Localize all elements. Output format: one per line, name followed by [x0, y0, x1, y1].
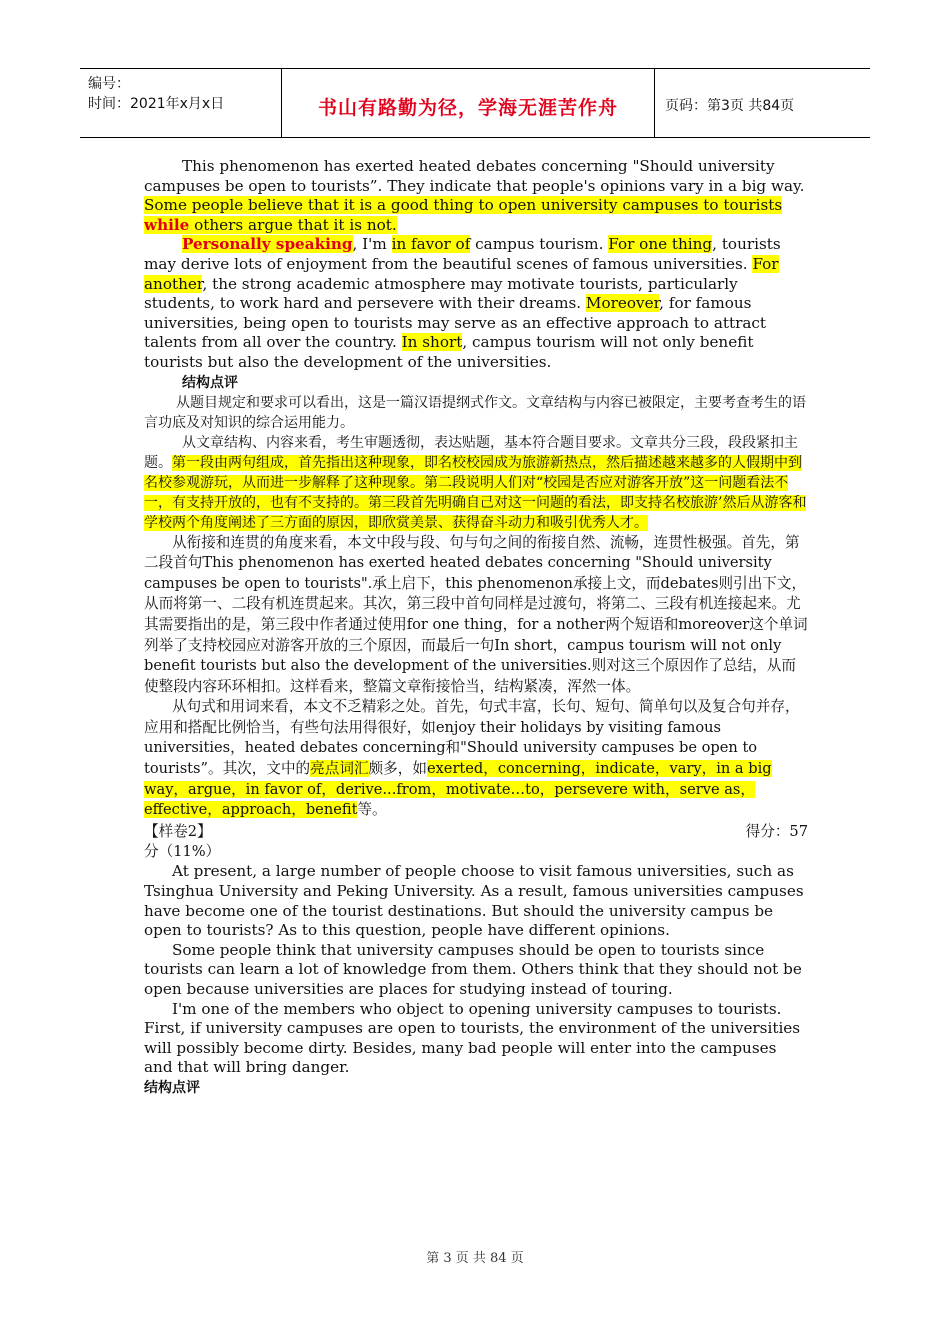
- highlight-personally: Personally speaking: [182, 235, 353, 254]
- essay1-text: This phenomenon has exerted heated debates concerning "Should university campuses be open to tourists”. They indicate that people's opinions vary in a big way.: [144, 157, 805, 195]
- motto: 书山有路勤为径，学海无涯苦作舟: [317, 97, 618, 119]
- essay1-text: , campus tourism will not only benefit tourists but also the development of the universities.: [144, 333, 754, 371]
- review1-paragraph-2: [144, 433, 808, 533]
- review1-text: 从文章结构、内容来看，考生审题透彻，表达贴题，基本符合题目要求。文章共分三段，段段紧扣主题。: [144, 434, 798, 471]
- review1-text: 从句式和用词来看，本文不乏精彩之处。首先，句式丰富，长句、短句、简单句以及复合句并存，应用和搭配比例恰当，有些句法用得很好，如enjoy their holidays by visiting famous universities，heated debates concerning和"Should university campuses be open to tourists”。其次，文中的: [144, 698, 800, 778]
- highlight-vocab-label: 亮点词汇: [310, 760, 369, 778]
- review1-text: 颇多，如: [368, 760, 427, 778]
- id-label: 编号：: [88, 76, 130, 92]
- highlight-sentence-end: others argue that it is not.: [189, 215, 397, 234]
- header-page-cell: [655, 69, 870, 137]
- header-meta-cell: [80, 69, 282, 137]
- document-body: [144, 157, 808, 1098]
- essay1-text: , tourists may derive lots of enjoyment from the beautiful scenes of famous universities.: [144, 235, 781, 273]
- sample2-paragraph-1: At present, a large number of people choose to visit famous universities, such as Tsinghua University and Peking University. As a result, famous universities campuses have become one of the tourist destinations. But should the university campus be open to tourists? As to this question, people have different opinions.: [144, 862, 804, 940]
- review1-paragraph-3: 从衔接和连贯的角度来看，本文中段与段、句与句之间的衔接自然、流畅，连贯性极强。首先，第二段首句This phenomenon has exerted heated debates concerning "Should university campuses be open to tourists".承上启下，this phenomenon承接上文，而debates则引出下文，从而将第一、二段有机连贯起来。其次，第三段中首句同样是过渡句，将第二、三段有机连接起来。尤其需要指出的是，第三段中作者通过使用for one thing，for a nother两个短语和moreover这个单词列举了支持校园应对游客开放的三个原因，而最后一句In short，campus tourism will not only benefit tourists but also the development of the universities.则对这三个原因作了总结，从而使整段内容环环相扣。这样看来，整篇文章衔接恰当，结构紧凑，浑然一体。: [144, 533, 808, 695]
- highlight-while: while: [144, 215, 190, 234]
- header-motto-cell: [282, 69, 655, 137]
- essay1-paragraph-2: [144, 235, 808, 372]
- essay1-text: campus tourism.: [470, 235, 609, 254]
- page-header: [80, 68, 870, 138]
- review1-text: 等。: [357, 801, 387, 819]
- highlight-sentence: Some people believe that it is a good thing to open university campuses to tourists: [144, 196, 783, 215]
- sample2-label: 【样卷2】: [144, 822, 212, 840]
- sample2-paragraph-2: Some people think that university campuses should be open to tourists since tourists can learn a lot of knowledge from them. Others think that they should not be open because universities are places for studying instead of touring.: [144, 940, 802, 998]
- essay1-text: , the strong academic atmosphere may motivate tourists, particularly students, to work hard and persevere with their dreams.: [144, 274, 738, 313]
- sample2-label-row: [144, 821, 808, 842]
- highlight-structure-analysis: 第一段由两句组成，首先指出这种现象，即名校校园成为旅游新热点，然后描述越来越多的人假期中到名校参观游玩，从而进一步解释了这种现象。第二段说明人们对“校园是否应对游客开放”这一问题看法不一，有支持开放的，也有不支持的。第三段首先明确自己对这一问题的看法，即支持名校旅游’然后从游客和学校两个角度阐述了三方面的原因，即欣赏美景、获得奋斗动力和吸引优秀人才。: [144, 454, 807, 531]
- time-label: 时间：2021年x月x日: [88, 96, 225, 112]
- highlight-for-another: For another: [144, 254, 779, 293]
- essay1-text: , for famous universities, being open to tourists may serve as an effective approach to attract talents from all over the country.: [144, 294, 766, 352]
- sample2-paragraph-3: I'm one of the members who object to opening university campuses to tourists. First, if university campuses are open to tourists, the environment of the universities will possibly become dirty. Besides, many bad people will enter into the campuses and that will bring danger.: [144, 999, 801, 1077]
- review1-paragraph-1: 从题目规定和要求可以看出，这是一篇汉语提纲式作文。文章结构与内容已被限定，主要考查考生的语言功底及对知识的综合运用能力。: [144, 394, 806, 431]
- highlight-moreover: Moreover: [585, 294, 660, 313]
- sample2-score-percent: 分（11%）: [144, 842, 221, 860]
- highlight-vocab-list: exerted，concerning，indicate，vary，in a big way，argue，in favor of，derive...from，motivate…to，persevere with，serve as，effective，approach，benefit: [144, 760, 772, 819]
- page-footer: 第 3 页 共 84 页: [426, 1251, 524, 1266]
- sample2-heading: 结构点评: [144, 1079, 200, 1096]
- review1-heading: 结构点评: [182, 374, 238, 391]
- essay1-paragraph-1: [144, 157, 808, 235]
- highlight-for-one-thing: For one thing: [608, 235, 713, 254]
- highlight-in-short: In short: [401, 333, 463, 352]
- sample2-score: 得分：57: [745, 822, 808, 840]
- review1-paragraph-4: [144, 697, 808, 821]
- essay1-text: , I'm: [352, 235, 392, 254]
- page-info: 页码：第3页 共84页: [665, 98, 795, 114]
- highlight-in-favor: in favor of: [391, 235, 471, 254]
